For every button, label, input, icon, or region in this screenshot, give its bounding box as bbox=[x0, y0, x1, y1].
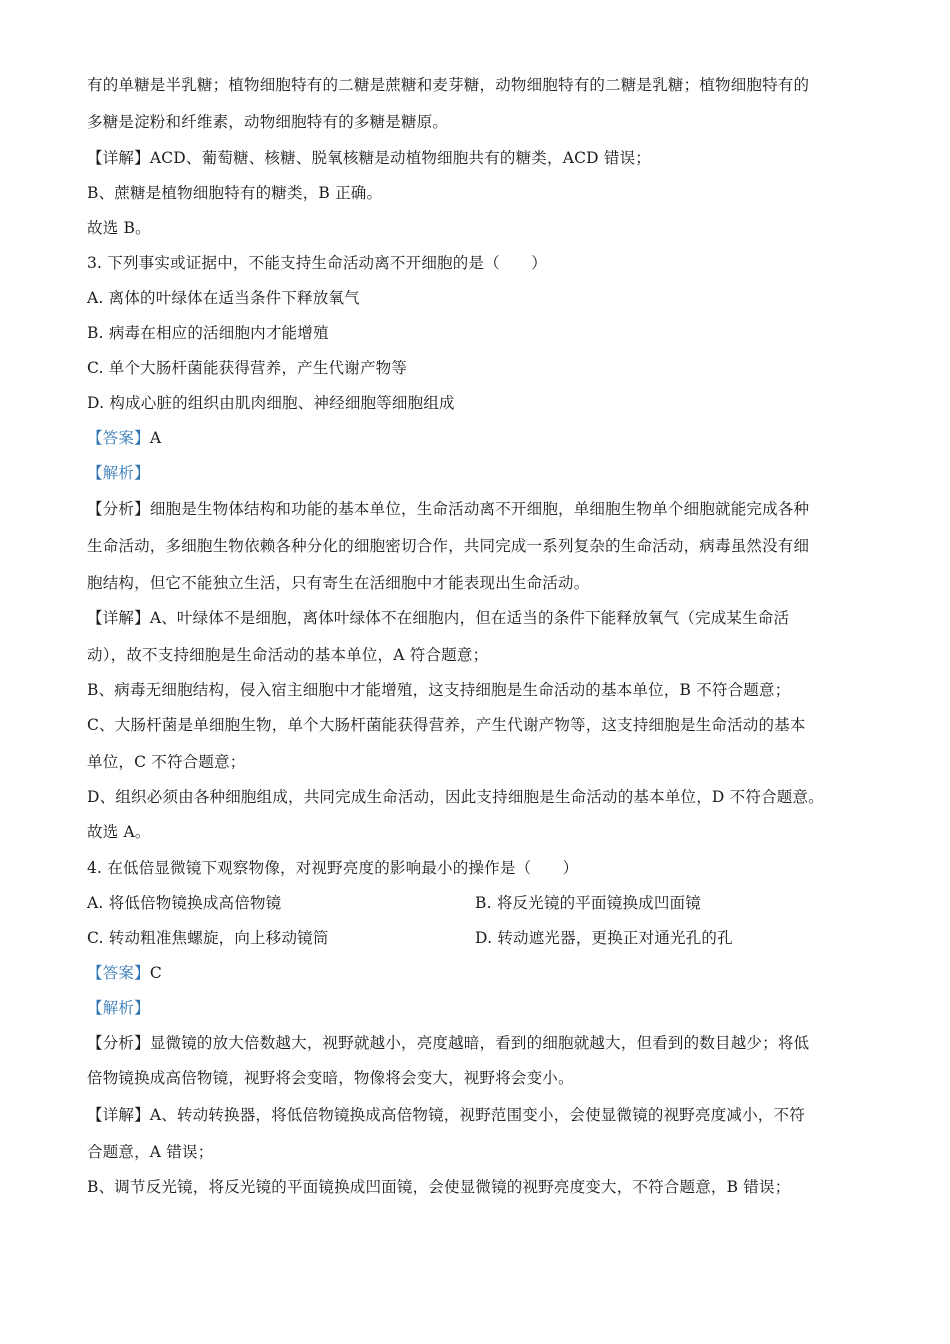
q3-analysis-label: 【解析】 bbox=[87, 464, 150, 482]
q3-detail-line-3: B、病毒无细胞结构，侵入宿主细胞中才能增殖，这支持细胞是生命活动的基本单位，B 不符合题意； bbox=[87, 681, 791, 699]
q4-stem: 4. 在低倍显微镜下观察物像，对视野亮度的影响最小的操作是（ ） bbox=[87, 859, 579, 877]
q4-options-row-1 bbox=[87, 893, 867, 913]
q4-fenxi-line-1: 【分析】显微镜的放大倍数越大，视野就越小，亮度越暗，看到的细胞就越大，但看到的数目越少；将低 bbox=[87, 1034, 810, 1052]
detail-label: 【详解】 bbox=[87, 149, 150, 167]
q4-detail-line-2: 合题意，A 错误； bbox=[87, 1143, 214, 1161]
intro-conclusion: 故选 B。 bbox=[87, 219, 151, 237]
intro-line-1: 有的单糖是半乳糖；植物细胞特有的二糖是蔗糖和麦芽糖，动物细胞特有的二糖是乳糖；植物细胞特有的 bbox=[87, 76, 810, 94]
answer-value: A bbox=[149, 429, 162, 447]
q3-conclusion: 故选 A。 bbox=[87, 823, 151, 841]
intro-detail-line-1: 【详解】ACD、葡萄糖、核糖、脱氧核糖是动植物细胞共有的糖类，ACD 错误； bbox=[87, 149, 652, 167]
q4-analysis-label: 【解析】 bbox=[87, 999, 150, 1017]
q3-answer bbox=[87, 428, 161, 448]
q3-option-c: C. 单个大肠杆菌能获得营养，产生代谢产物等 bbox=[87, 359, 408, 377]
q3-fenxi-line-1: 【分析】细胞是生物体结构和功能的基本单位，生命活动离不开细胞，单细胞生物单个细胞就能完成各种 bbox=[87, 500, 810, 518]
q4-option-a: A. 将低倍物镜换成高倍物镜 bbox=[87, 894, 282, 912]
intro-line-2: 多糖是淀粉和纤维素，动物细胞特有的多糖是糖原。 bbox=[87, 113, 449, 131]
q4-answer bbox=[87, 963, 162, 983]
answer-label: 【答案】 bbox=[87, 429, 150, 447]
q3-fenxi-line-3: 胞结构，但它不能独立生活，只有寄生在活细胞中才能表现出生命活动。 bbox=[87, 574, 590, 592]
q3-detail-line-5: 单位，C 不符合题意； bbox=[87, 753, 246, 771]
q4-detail-line-1: 【详解】A、转动转换器，将低倍物镜换成高倍物镜，视野范围变小，会使显微镜的视野亮度减小，不符 bbox=[87, 1106, 805, 1124]
q4-options-row-2 bbox=[87, 928, 867, 948]
q3-option-b: B. 病毒在相应的活细胞内才能增殖 bbox=[87, 324, 329, 342]
q4-option-c: C. 转动粗准焦螺旋，向上移动镜筒 bbox=[87, 929, 329, 947]
q3-detail-line-4: C、大肠杆菌是单细胞生物，单个大肠杆菌能获得营养，产生代谢产物等，这支持细胞是生命活动的基本 bbox=[87, 716, 806, 734]
q3-fenxi-line-2: 生命活动，多细胞生物依赖各种分化的细胞密切合作，共同完成一系列复杂的生命活动，病毒虽然没有细 bbox=[87, 537, 810, 555]
q3-detail-line-6: D、组织必须由各种细胞组成，共同完成生命活动，因此支持细胞是生命活动的基本单位，D 不符合题意。 bbox=[87, 788, 824, 806]
fenxi-label: 【分析】 bbox=[87, 1034, 150, 1052]
q3-detail-line-2: 动），故不支持细胞是生命活动的基本单位，A 符合题意； bbox=[87, 646, 489, 664]
q3-stem: 3. 下列事实或证据中，不能支持生命活动离不开细胞的是（ ） bbox=[87, 254, 547, 272]
answer-value: C bbox=[149, 964, 162, 982]
q3-option-d: D. 构成心脏的组织由肌肉细胞、神经细胞等细胞组成 bbox=[87, 394, 455, 412]
fenxi-label: 【分析】 bbox=[87, 500, 150, 518]
answer-label: 【答案】 bbox=[87, 964, 150, 982]
q4-fenxi-line-2: 倍物镜换成高倍物镜，视野将会变暗，物像将会变大，视野将会变小。 bbox=[87, 1069, 574, 1087]
q3-detail-line-1: 【详解】A、叶绿体不是细胞，离体叶绿体不在细胞内，但在适当的条件下能释放氧气（完成某生命活 bbox=[87, 609, 790, 627]
q4-detail-line-3: B、调节反光镜，将反光镜的平面镜换成凹面镜，会使显微镜的视野亮度变大，不符合题意，B 错误； bbox=[87, 1178, 791, 1196]
q4-option-d: D. 转动遮光器，更换正对通光孔的孔 bbox=[475, 929, 733, 947]
intro-detail-line-2: B、蔗糖是植物细胞特有的糖类，B 正确。 bbox=[87, 184, 383, 202]
q4-option-b: B. 将反光镜的平面镜换成凹面镜 bbox=[475, 894, 701, 912]
detail-label: 【详解】 bbox=[87, 609, 150, 627]
detail-label: 【详解】 bbox=[87, 1106, 150, 1124]
q3-option-a: A. 离体的叶绿体在适当条件下释放氧气 bbox=[87, 289, 360, 307]
